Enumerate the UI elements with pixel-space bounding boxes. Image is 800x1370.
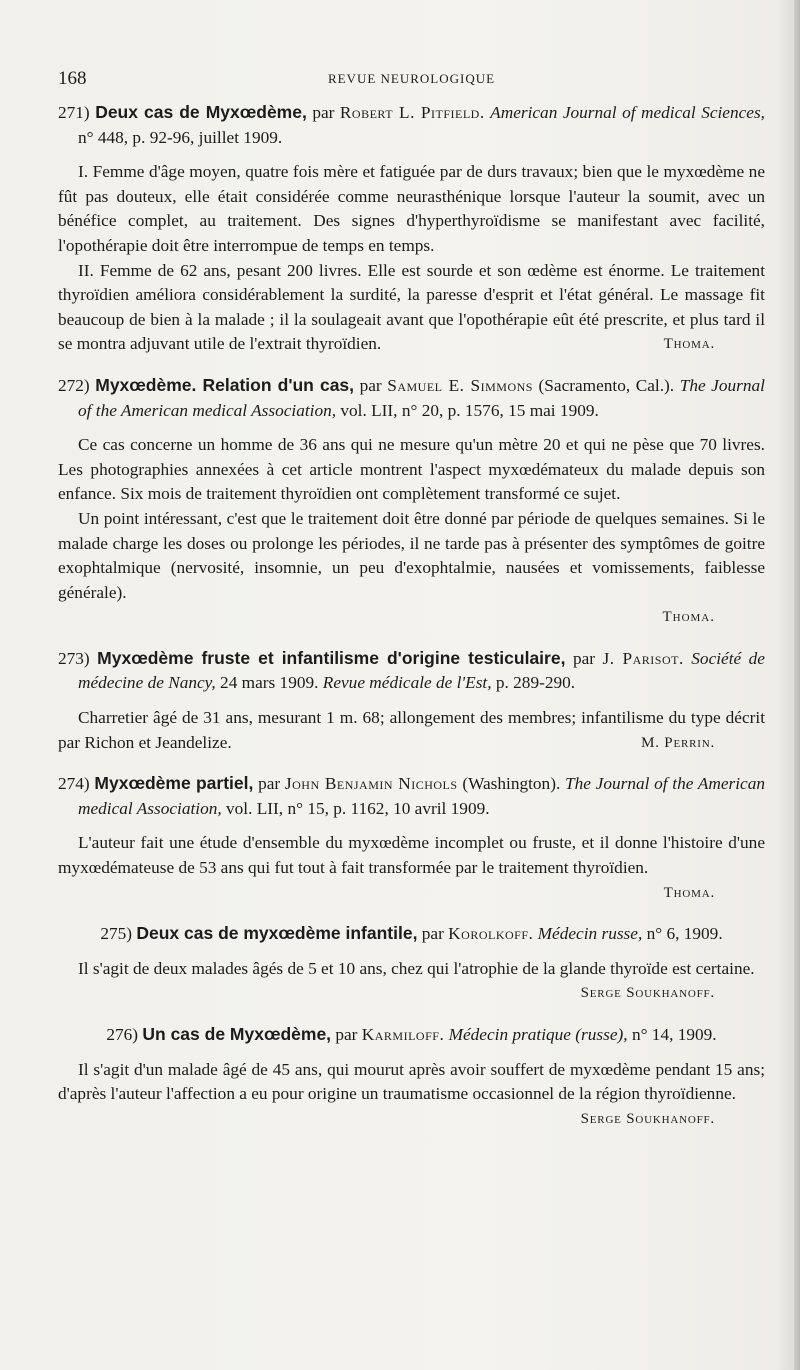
reference-276 bbox=[58, 1022, 765, 1048]
entry-location: (Sacramento, Cal.). bbox=[538, 375, 675, 395]
abstract-273 bbox=[58, 646, 765, 755]
author-prefix: par bbox=[258, 774, 281, 794]
paragraph-text: L'auteur fait une étude d'ensemble du myxœdème incomplet ou fruste, et il donne l'histoire d'une myxœdémateuse de 53 ans qui fut tout à fait transformée par le traitement thyroïdien. bbox=[58, 833, 765, 878]
abstract-276 bbox=[58, 1022, 765, 1131]
paragraph-text: Il s'agit d'un malade âgé de 45 ans, qui mourut après avoir souffert de myxœdème pendant 15 ans; d'après l'auteur l'affection a eu pour origine un traumatisme occasionnel de la région thyroïdienne. bbox=[58, 1059, 765, 1104]
paragraph bbox=[58, 831, 765, 901]
page-edge-shadow bbox=[794, 0, 800, 1370]
entry-author: Karmiloff. bbox=[361, 1025, 445, 1044]
paragraph bbox=[58, 259, 765, 357]
entry-title: Deux cas de Myxœdème, bbox=[95, 102, 307, 122]
entry-source-secondary: Revue médicale de l'Est, bbox=[322, 673, 492, 693]
paragraph bbox=[58, 957, 765, 1002]
entry-number: 276) bbox=[106, 1025, 139, 1044]
paragraph bbox=[58, 1058, 765, 1127]
entry-number: 272) bbox=[58, 375, 90, 395]
author-prefix: par bbox=[359, 375, 382, 395]
abstract-274 bbox=[58, 771, 765, 905]
paragraph: I. Femme d'âge moyen, quatre fois mère et fatiguée par de durs travaux; bien que le myxœdème ne fût pas douteux, elle était considérée comme neurasthénique lorsque l'auteur la soumit, avec un bénéfice complet, au traitement. Des signes d'hyperthyroïdisme se manifestant avec facilité, l'opothérapie doit être interrompue de temps en temps. bbox=[58, 162, 765, 255]
entry-citation: n° 14, 1909. bbox=[631, 1025, 717, 1044]
abstract-275 bbox=[58, 921, 765, 1006]
entry-citation: p. 289-290. bbox=[495, 673, 576, 693]
paragraph-text: II. Femme de 62 ans, pesant 200 livres. Elle est sourde et son œdème est énorme. Le traitement thyroïdien améliora considérablement la surdité, la paresse d'esprit et l'état général. Le massage fit beaucoup de bien à la malade ; il la soulageait avant que l'opothérapie eût été prescrite, et plus tard il se montra adjuvant utile de l'extrait thyroïdien. bbox=[58, 260, 765, 354]
entry-title: Un cas de Myxœdème, bbox=[142, 1024, 332, 1044]
entry-source: American Journal of medical Sciences, bbox=[490, 103, 766, 122]
entry-source: Médecin pratique (russe), bbox=[448, 1025, 628, 1044]
entry-title: Myxœdème fruste et infantilisme d'origine testiculaire, bbox=[97, 647, 566, 668]
entry-source: Société de médecine de Nancy, bbox=[78, 648, 765, 693]
entry-source: The Journal of the American medical Association, bbox=[78, 774, 766, 818]
entry-author: Korolkoff. bbox=[448, 924, 534, 944]
reference-275 bbox=[58, 921, 765, 947]
entry-citation: n° 6, 1909. bbox=[646, 924, 723, 944]
signature: Thoma. bbox=[663, 336, 715, 353]
signature: M. Perrin. bbox=[641, 734, 715, 751]
author-prefix: par bbox=[312, 103, 335, 122]
abstracts-list bbox=[58, 100, 765, 1131]
entry-source: The Journal of the American medical Association, bbox=[78, 375, 765, 420]
signature: Serge Soukhanoff. bbox=[580, 1110, 715, 1127]
entry-number: 273) bbox=[58, 648, 90, 668]
entry-title: Myxœdème partiel, bbox=[94, 773, 254, 794]
author-prefix: par bbox=[335, 1025, 358, 1044]
entry-source: Médecin russe, bbox=[537, 924, 643, 944]
reference-272 bbox=[58, 373, 765, 423]
entry-author: John Benjamin Nichols bbox=[284, 774, 458, 794]
entry-author: Samuel E. Simmons bbox=[387, 375, 533, 395]
entry-number: 275) bbox=[100, 924, 133, 944]
paragraph: Un point intéressant, c'est que le traitement doit être donné par période de quelques semaines. Si le malade charge les doses ou prolonge les périodes, il ne tarde pas à présenter des symptômes de goitre exophtalmique (nervosité, insomnie, un peu d'exophtalmie, nausées et vomissements, faiblesse générale). bbox=[58, 508, 765, 602]
author-prefix: par bbox=[421, 924, 444, 944]
signature: Thoma. bbox=[662, 609, 715, 626]
paragraph: Ce cas concerne un homme de 36 ans qui ne mesure qu'un mètre 20 et qui ne pèse que 70 livres. Les photographies annexées à cet article montrent l'aspect myxœdémateux du malade depuis son enfance. Six mois de traitement thyroïdien ont complètement transformé ce sujet. bbox=[58, 435, 765, 504]
paragraph-text: Il s'agit de deux malades âgés de 5 et 10 ans, chez qui l'atrophie de la glande thyroïde est certaine. bbox=[78, 958, 755, 978]
entry-number: 274) bbox=[58, 774, 90, 794]
entry-author: Robert L. Pitfield. bbox=[339, 103, 485, 122]
page-header bbox=[58, 68, 765, 94]
paragraph-text: Charretier âgé de 31 ans, mesurant 1 m. 68; allongement des membres; infantilisme du type décrit par Richon et Jeandelize. bbox=[58, 708, 765, 752]
abstract-272 bbox=[58, 373, 765, 630]
entry-location: (Washington). bbox=[462, 774, 561, 794]
reference-271 bbox=[58, 100, 765, 150]
author-prefix: par bbox=[572, 648, 596, 668]
paragraph bbox=[58, 706, 765, 755]
entry-author: J. Parisot. bbox=[602, 648, 684, 668]
page-number: 168 bbox=[58, 68, 87, 89]
reference-273 bbox=[58, 646, 765, 696]
journal-title: REVUE NEUROLOGIQUE bbox=[327, 71, 496, 86]
abstract-271 bbox=[58, 100, 765, 357]
entry-date: 24 mars 1909. bbox=[220, 673, 319, 693]
entry-number: 271) bbox=[58, 103, 90, 122]
signature: Serge Soukhanoff. bbox=[580, 985, 715, 1002]
entry-citation: vol. LII, n° 20, p. 1576, 15 mai 1909. bbox=[340, 400, 599, 420]
entry-citation: n° 448, p. 92-96, juillet 1909. bbox=[78, 127, 283, 147]
reference-274 bbox=[58, 771, 765, 821]
entry-title: Deux cas de myxœdème infantile, bbox=[136, 923, 418, 944]
entry-title: Myxœdème. Relation d'un cas, bbox=[95, 374, 355, 395]
entry-citation: vol. LII, n° 15, p. 1162, 10 avril 1909. bbox=[226, 798, 490, 818]
signature: Thoma. bbox=[663, 884, 715, 901]
